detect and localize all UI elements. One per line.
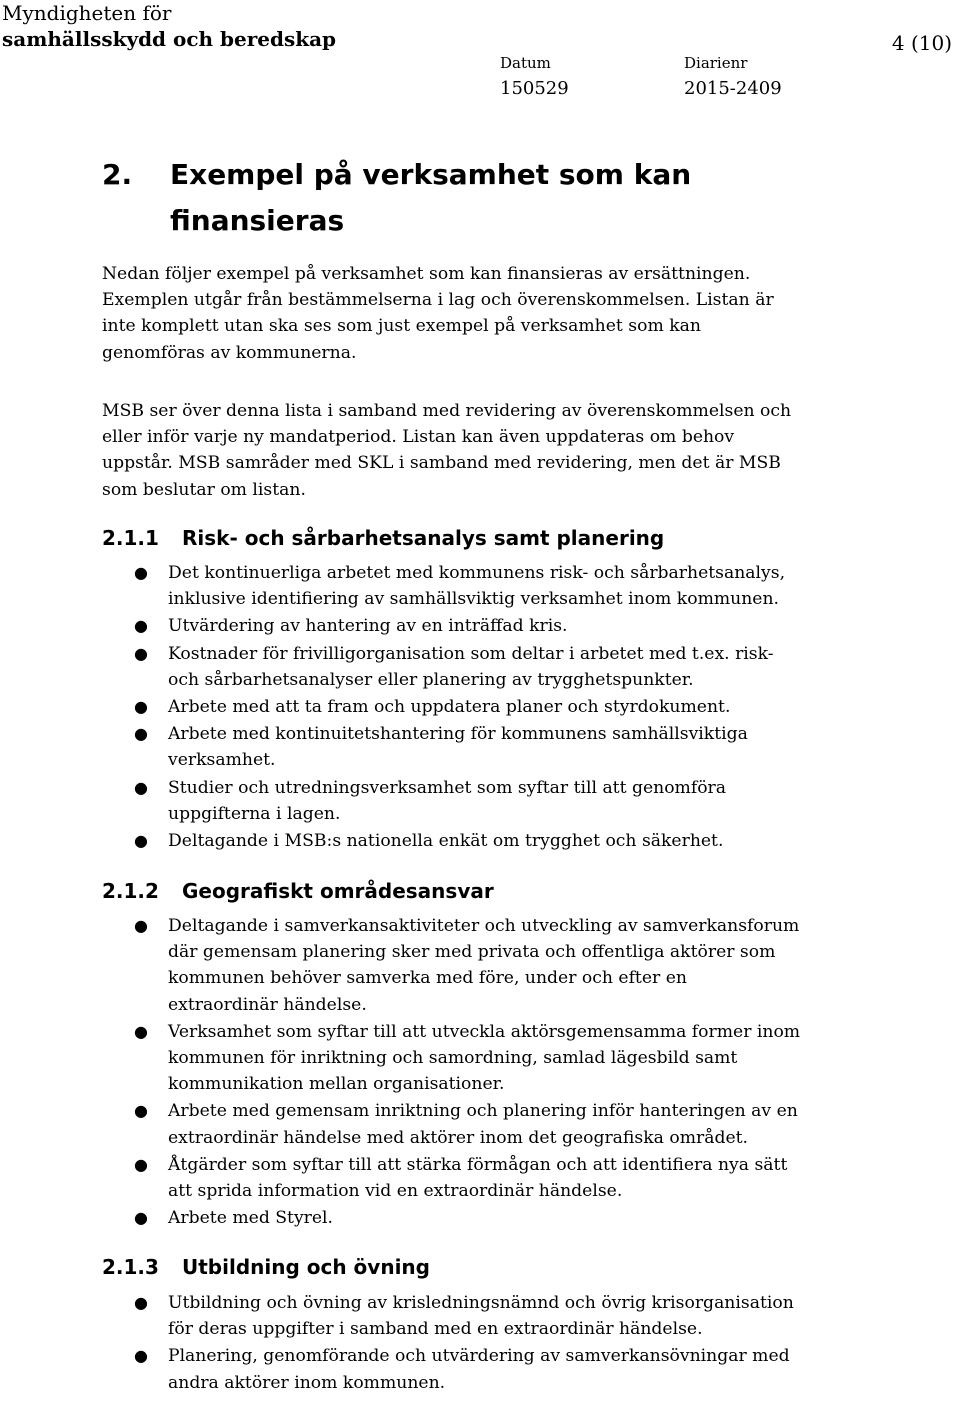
bullet-icon: ● (134, 1208, 148, 1228)
list-item-text: Deltagande i samverkansaktiviteter och utveckling av samverkansforum där gemensam planering sker med privata och offentliga aktörer som kommunen behöver samverka med före, under och efter en extraordinär händelse. (168, 916, 800, 1015)
list-item-text: Det kontinuerliga arbetet med kommunens risk- och sårbarhetsanalys, inklusive identifiering av samhällsviktig verksamhet inom kommunen. (168, 563, 786, 610)
org-name-line1: Myndigheten för (2, 1, 172, 25)
list-item-text: Planering, genomförande och utvärdering av samverkansövningar med andra aktörer inom kommunen. (168, 1346, 790, 1393)
list-item-text: Studier och utredningsverksamhet som syftar till att genomföra uppgifterna i lagen. (168, 777, 727, 824)
subsection-heading-risk (102, 525, 664, 551)
date-label: Datum (500, 54, 551, 72)
training-exercise-list (102, 1290, 802, 1397)
org-name-line2: samhällsskydd och beredskap (2, 27, 337, 51)
subsection-heading-geography (102, 878, 494, 904)
bullet-icon: ● (134, 1154, 148, 1174)
bullet-icon: ● (134, 831, 148, 851)
list-item (102, 775, 802, 827)
bullet-icon: ● (134, 1101, 148, 1121)
list-item-text: Verksamhet som syftar till att utveckla aktörsgemensamma former inom kommunen för inriktning och samordning, samlad lägesbild samt kommunikation mellan organisationer. (168, 1021, 801, 1095)
subsection-title: Geografiskt områdesansvar (182, 879, 494, 903)
list-item-text: Åtgärder som syftar till att stärka förmågan och att identifiera nya sätt att sprida information vid en extraordinär händelse. (168, 1154, 788, 1202)
subsection-number: 2.1.3 (102, 1255, 159, 1279)
bullet-icon: ● (134, 1021, 148, 1041)
list-item (102, 1098, 802, 1150)
bullet-icon: ● (134, 1346, 148, 1366)
list-item (102, 1019, 802, 1098)
bullet-icon: ● (134, 563, 148, 582)
registration-value: 2015-2409 (684, 78, 782, 99)
list-item-text: Arbete med gemensam inriktning och planering inför hanteringen av en extraordinär händelse med aktörer inom det geografiska området. (168, 1101, 798, 1148)
list-item-text: Deltagande i MSB:s nationella enkät om trygghet och säkerhet. (168, 831, 724, 852)
list-item (102, 828, 802, 854)
list-item-text: Utbildning och övning av krisledningsnämnd och övrig krisorganisation för deras uppgifter i samband med en extraordinär händelse. (168, 1293, 794, 1340)
list-item-text: Kostnader för frivilligorganisation som deltar i arbetet med t.ex. risk- och sårbarhetsanalyser eller planering av trygghetspunkter. (168, 643, 774, 690)
registration-label: Diarienr (684, 54, 748, 72)
intro-paragraph-2: MSB ser över denna lista i samband med revidering av överenskommelsen och eller inför varje ny mandatperiod. Listan kan även uppdateras om behov uppstår. MSB samråder med SKL i samband med revidering, men det är MSB som beslutar om listan. (102, 401, 792, 500)
list-item (102, 1205, 802, 1231)
list-item-text: Arbete med att ta fram och uppdatera planer och styrdokument. (168, 697, 731, 718)
section-heading (102, 152, 862, 244)
bullet-icon: ● (134, 777, 148, 797)
subsection-heading-training (102, 1254, 430, 1280)
bullet-icon: ● (134, 916, 148, 935)
intro-paragraph-1: Nedan följer exempel på verksamhet som kan finansieras av ersättningen. Exemplen utgår från bestämmelserna i lag och överenskommelsen. Listan är inte komplett utan ska ses som just exempel på verksamhet som kan genomföras av kommunerna. (102, 264, 774, 363)
list-item (102, 613, 802, 639)
list-item (102, 1343, 802, 1395)
list-item (102, 641, 802, 693)
bullet-icon: ● (134, 697, 148, 717)
list-item-text: Arbete med Styrel. (168, 1208, 334, 1229)
date-block (500, 52, 569, 100)
risk-analysis-list (102, 560, 802, 855)
section-title: Exempel på verksamhet som kan finansieras (170, 158, 692, 237)
bullet-icon: ● (134, 616, 148, 636)
bullet-icon: ● (134, 643, 148, 663)
list-item-text: Arbete med kontinuitetshantering för kommunens samhällsviktiga verksamhet. (168, 724, 748, 771)
geographic-responsibility-list (102, 913, 802, 1232)
bullet-icon: ● (134, 1293, 148, 1312)
list-item (102, 694, 802, 720)
subsection-title: Risk- och sårbarhetsanalys samt planering (182, 526, 665, 550)
list-item (102, 913, 802, 1018)
list-item (102, 1290, 802, 1342)
date-value: 150529 (500, 78, 569, 99)
list-item-text: Utvärdering av hantering av en inträffad kris. (168, 616, 568, 637)
page-number: 4 (10) (891, 31, 952, 55)
section-number: 2. (102, 158, 133, 191)
subsection-number: 2.1.1 (102, 526, 159, 550)
subsection-number: 2.1.2 (102, 879, 159, 903)
bullet-icon: ● (134, 724, 148, 744)
organization-name (2, 0, 336, 52)
list-item (102, 1152, 802, 1204)
list-item (102, 721, 802, 773)
list-item (102, 560, 802, 612)
registration-block (684, 52, 782, 100)
subsection-title: Utbildning och övning (182, 1255, 430, 1279)
